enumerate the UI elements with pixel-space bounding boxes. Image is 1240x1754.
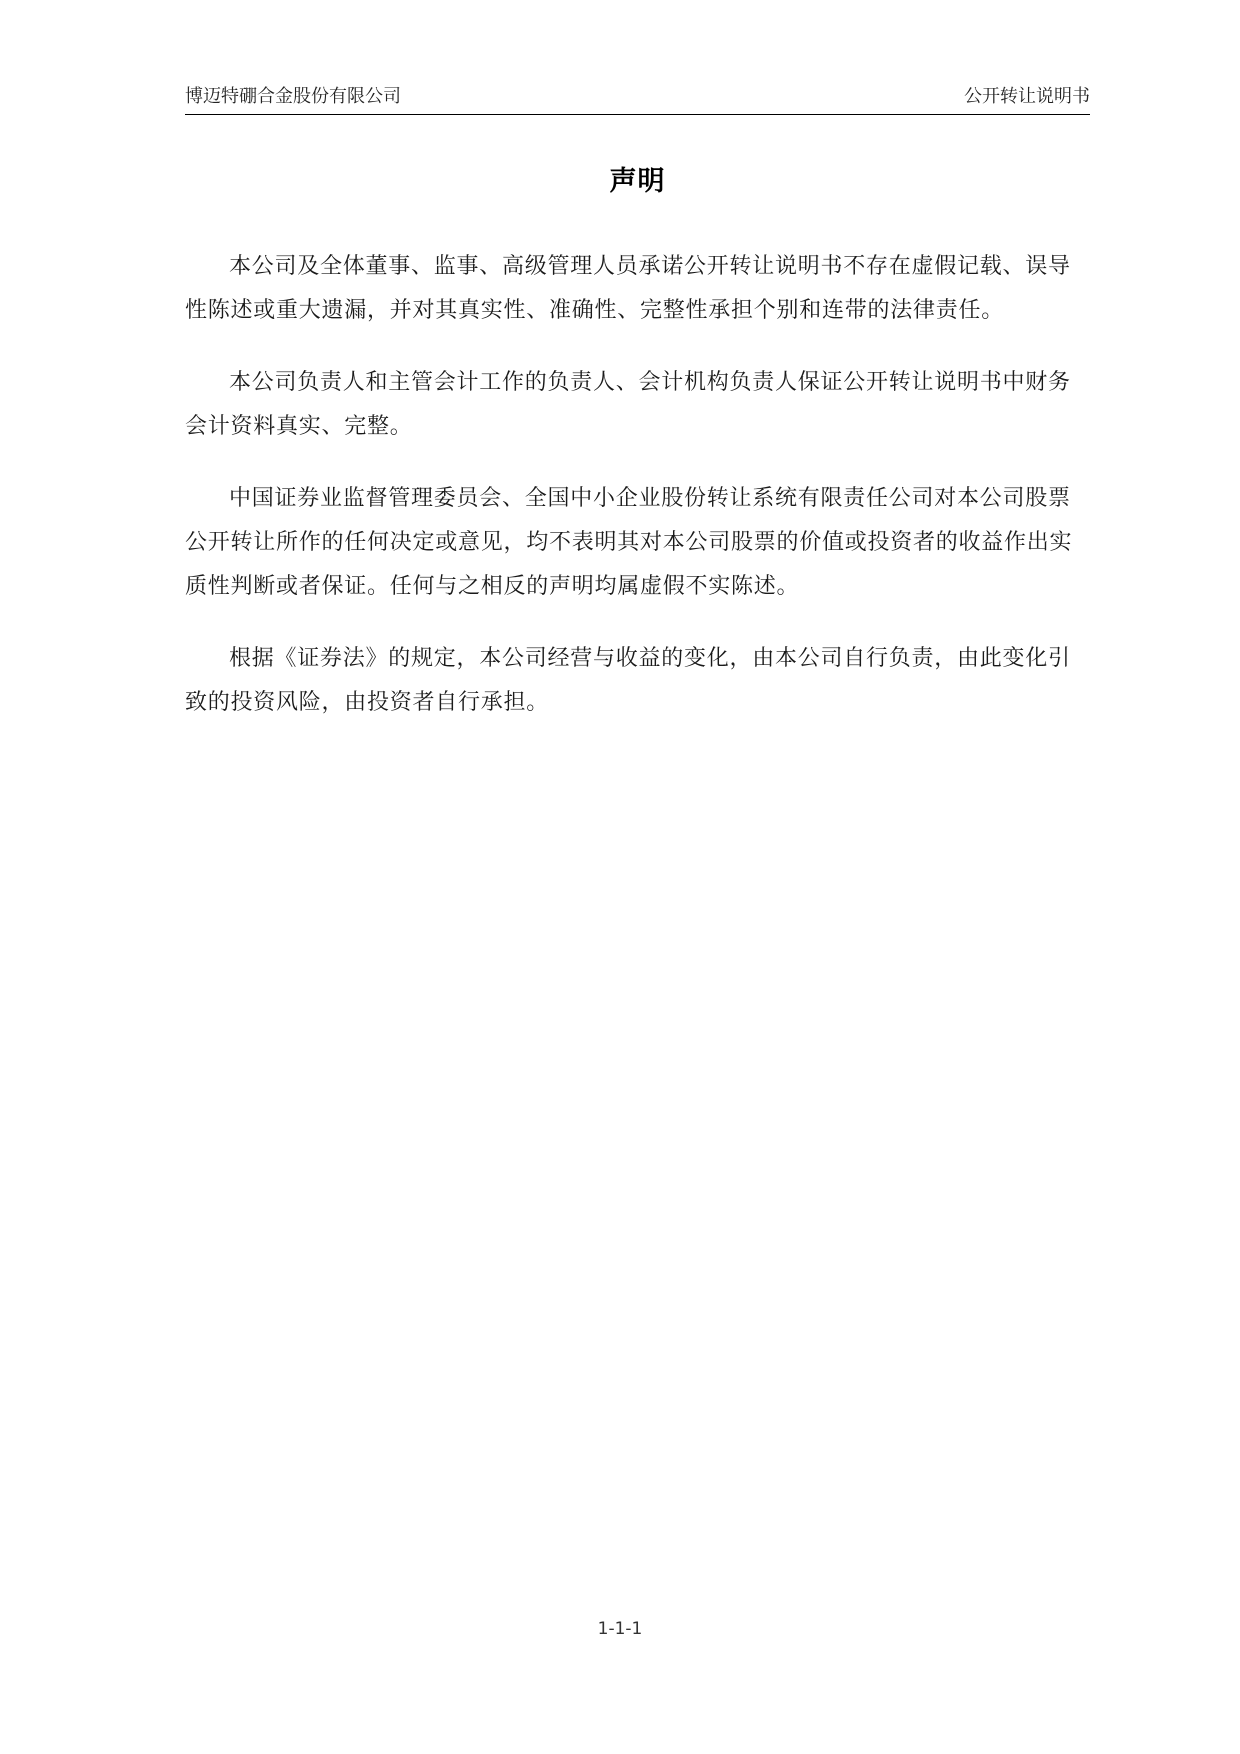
declaration-paragraph: 根据《证券法》的规定，本公司经营与收益的变化，由本公司自行负责，由此变化引致的投资风险，由投资者自行承担。 — [185, 646, 1071, 715]
declaration-body — [185, 245, 1090, 753]
page-header — [185, 86, 1090, 115]
declaration-paragraph: 中国证券业监督管理委员会、全国中小企业股份转让系统有限责任公司对本公司股票公开转让所作的任何决定或意见，均不表明其对本公司股票的价值或投资者的收益作出实质性判断或者保证。任何与之相反的声明均属虚假不实陈述。 — [185, 486, 1073, 599]
page-number: 1-1-1 — [597, 1619, 643, 1639]
header-company-name: 博迈特硼合金股份有限公司 — [185, 86, 401, 107]
declaration-paragraph: 本公司负责人和主管会计工作的负责人、会计机构负责人保证公开转让说明书中财务会计资料真实、完整。 — [185, 370, 1071, 439]
header-document-type: 公开转让说明书 — [964, 86, 1090, 107]
declaration-paragraph: 本公司及全体董事、监事、高级管理人员承诺公开转让说明书不存在虚假记载、误导性陈述或重大遗漏，并对其真实性、准确性、完整性承担个别和连带的法律责任。 — [185, 254, 1071, 323]
page-title: 声明 — [609, 166, 666, 197]
